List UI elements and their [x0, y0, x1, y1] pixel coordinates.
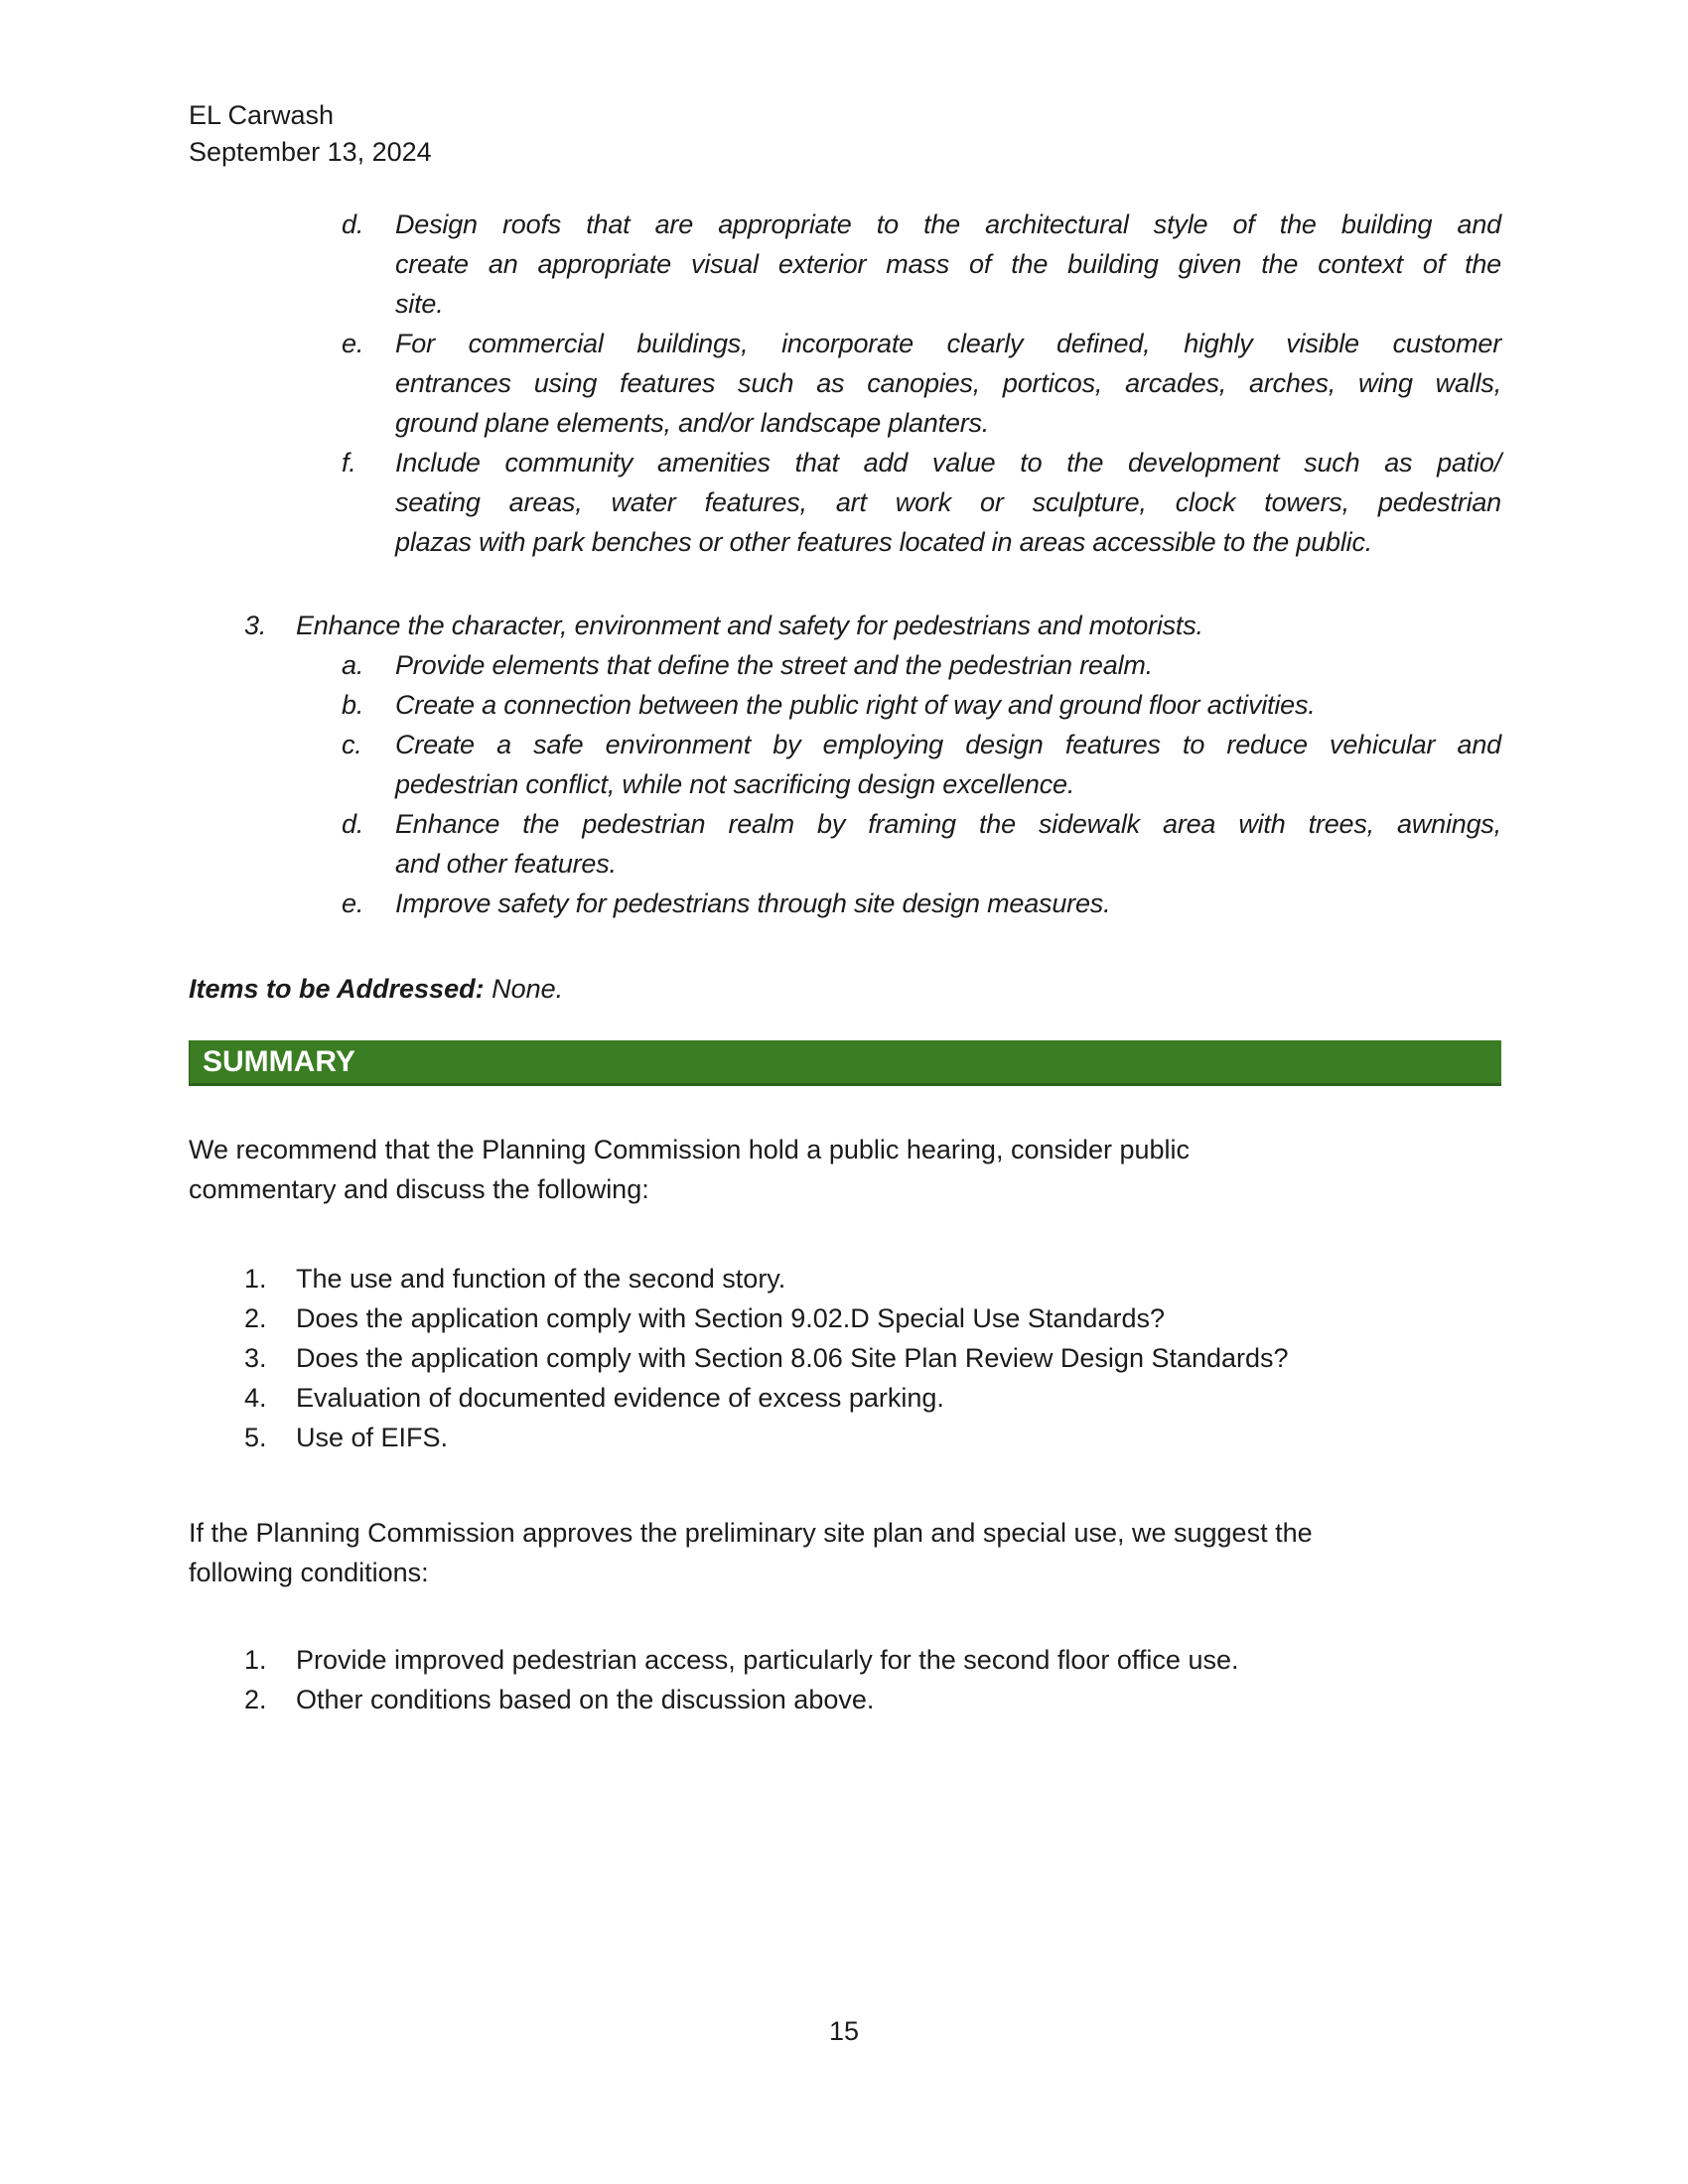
list-item-marker: b. [342, 690, 364, 720]
list-item-text: Create a connection between the public right of way and ground floor activities. [395, 690, 1316, 720]
list-item-text: Enhance the character, environment and safety for pedestrians and motorists. [296, 611, 1203, 640]
list-item-text: Provide elements that define the street and the pedestrian realm. [395, 650, 1153, 680]
list-item-marker: c. [342, 730, 362, 759]
header-date: September 13, 2024 [189, 137, 432, 167]
list-item-marker: 2. [244, 1303, 267, 1333]
list-item [244, 1298, 1501, 1338]
list-item-marker: d. [342, 809, 364, 839]
list-item [244, 1418, 1501, 1457]
items-to-be-addressed-line [189, 969, 1501, 1009]
list-item-text: Other conditions based on the discussion above. [296, 1685, 875, 1714]
list-item-text: Design roofs that are appropriate to the architectural style of the building and create an appropriate visual exterior mass of the building given the context of the site. [395, 209, 1501, 319]
conditions-list [244, 1640, 1501, 1719]
design-standards-list [342, 205, 1501, 562]
list-item-text: The use and function of the second story. [296, 1264, 786, 1294]
list-item-marker: 2. [244, 1685, 267, 1714]
page-number: 15 [828, 2016, 860, 2046]
list-item [244, 1640, 1501, 1680]
list-item-text: Use of EIFS. [296, 1423, 449, 1452]
goal-3-sub-list [342, 645, 1501, 923]
list-item [244, 1680, 1501, 1719]
list-item-text: Include community amenities that add value to the development such as patio/ seating areas, water features, art work or sculpture, clock towers, pedestrian plazas with park benches or other features located in areas accessible to the public. [395, 448, 1501, 557]
list-item [342, 725, 1501, 804]
list-item-marker: d. [342, 209, 364, 239]
list-item-text: Improve safety for pedestrians through site design measures. [395, 888, 1111, 918]
summary-heading-text: SUMMARY [203, 1045, 355, 1078]
list-item [342, 324, 1501, 443]
summary-intro-paragraph: We recommend that the Planning Commission hold a public hearing, consider public commentary and discuss the following: [189, 1135, 1191, 1204]
header-project-name: EL Carwash [189, 100, 335, 130]
list-item [342, 804, 1501, 884]
goal-3-block [189, 606, 1501, 923]
list-item-text: For commercial buildings, incorporate clearly defined, highly visible customer entrances using features such as canopies, porticos, arcades, arches, wing walls, ground plane elements, and/or landscape planters. [395, 329, 1501, 438]
list-item-text: Does the application comply with Section 9.02.D Special Use Standards? [296, 1303, 1165, 1333]
items-to-be-addressed-label: Items to be Addressed: [189, 974, 485, 1004]
list-item-text: Does the application comply with Section 8.06 Site Plan Review Design Standards? [296, 1343, 1289, 1373]
list-item [342, 685, 1501, 725]
list-item-marker: 1. [244, 1645, 267, 1675]
list-item-marker: e. [342, 888, 364, 918]
list-item-marker: 4. [244, 1383, 267, 1413]
list-item [342, 443, 1501, 562]
summary-section-heading [189, 1040, 1501, 1086]
goal-item-3 [244, 606, 1501, 645]
list-item [244, 1378, 1501, 1418]
items-to-be-addressed-value: None. [492, 974, 564, 1004]
list-item [342, 205, 1501, 324]
list-item-marker: a. [342, 650, 364, 680]
list-item-marker: 5. [244, 1423, 267, 1452]
list-item-text: Create a safe environment by employing design features to reduce vehicular and pedestrian conflict, while not sacrificing design excellence. [395, 730, 1501, 799]
list-item-marker: 3. [244, 1343, 267, 1373]
list-item-marker: f. [342, 448, 356, 478]
list-item-text: Enhance the pedestrian realm by framing the sidewalk area with trees, awnings, and other features. [395, 809, 1501, 879]
list-item-text: Evaluation of documented evidence of excess parking. [296, 1383, 944, 1413]
list-item-marker: 1. [244, 1264, 267, 1294]
document-header [189, 0, 1501, 171]
list-item [342, 645, 1501, 685]
discussion-items-list [244, 1259, 1501, 1457]
list-item [342, 884, 1501, 923]
list-item-marker: e. [342, 329, 364, 358]
list-item [244, 1338, 1501, 1378]
list-item-text: Provide improved pedestrian access, particularly for the second floor office use. [296, 1645, 1239, 1675]
list-item-marker: 3. [244, 611, 267, 640]
list-item [244, 1259, 1501, 1298]
conditions-intro-paragraph: If the Planning Commission approves the preliminary site plan and special use, we suggest the following conditions: [189, 1518, 1313, 1587]
